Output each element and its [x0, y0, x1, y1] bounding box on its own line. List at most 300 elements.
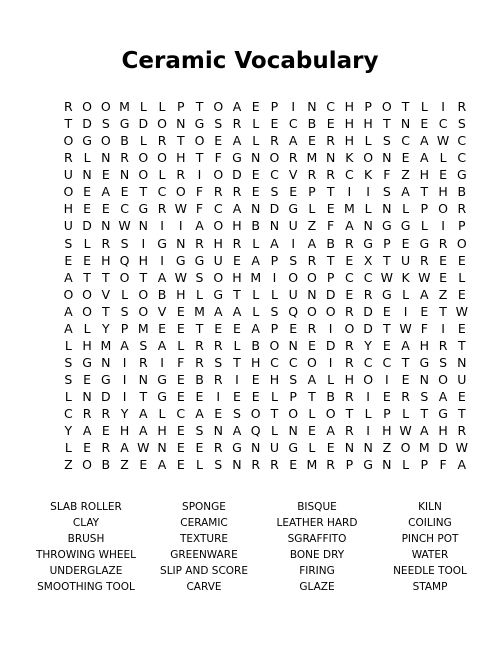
grid-letter: G	[194, 116, 205, 132]
grid-letter: E	[289, 320, 298, 336]
grid-letter: D	[363, 303, 373, 319]
grid-letter: T	[233, 354, 241, 370]
grid-letter: E	[120, 184, 129, 200]
grid-letter: R	[419, 252, 429, 268]
grid-letter: R	[307, 320, 317, 336]
grid-letter: N	[176, 116, 186, 132]
grid-letter: T	[420, 406, 429, 422]
grid-letter: T	[401, 99, 410, 114]
grid-letter: I	[235, 372, 239, 387]
grid-letter: O	[157, 150, 167, 166]
grid-letter: D	[363, 320, 373, 336]
grid-letter: H	[438, 184, 448, 200]
grid-letter: T	[420, 184, 429, 200]
grid-letter: O	[325, 303, 336, 319]
grid-letter: G	[232, 440, 242, 456]
grid-letter: R	[401, 389, 410, 405]
grid-letter: S	[195, 269, 204, 285]
grid-letter: U	[288, 286, 298, 302]
grid-letter: O	[213, 269, 224, 285]
grid-letter: E	[214, 406, 223, 422]
grid-letter: R	[157, 201, 167, 217]
grid-letter: S	[64, 354, 73, 370]
grid-letter: O	[213, 99, 224, 114]
word-list-item: SMOOTHING TOOL	[37, 581, 135, 593]
grid-letter: S	[382, 133, 391, 149]
grid-letter: T	[102, 303, 110, 319]
grid-letter: N	[176, 235, 186, 251]
grid-letter: T	[383, 116, 391, 132]
grid-letter: M	[194, 303, 205, 319]
grid-letter: O	[344, 320, 355, 336]
word-list-item: PINCH POT	[401, 533, 459, 545]
grid-letter: A	[120, 440, 129, 456]
grid-letter: N	[101, 150, 111, 166]
grid-letter: F	[214, 150, 222, 166]
grid-letter: E	[101, 167, 110, 183]
grid-letter: B	[251, 218, 260, 234]
grid-letter: L	[308, 406, 316, 422]
grid-letter: C	[120, 201, 129, 217]
grid-letter: R	[270, 457, 279, 473]
grid-letter: O	[119, 269, 130, 285]
grid-letter: N	[288, 337, 298, 353]
grid-row	[59, 115, 471, 132]
grid-letter: E	[270, 116, 279, 132]
grid-letter: G	[194, 252, 205, 268]
grid-letter: L	[308, 201, 316, 217]
grid-letter: S	[270, 184, 279, 200]
grid-letter: V	[157, 303, 167, 319]
grid-letter: S	[101, 116, 110, 132]
grid-letter: E	[401, 235, 410, 251]
word-list-item: BONE DRY	[289, 549, 345, 561]
grid-letter: H	[382, 423, 392, 439]
grid-letter: O	[138, 167, 149, 183]
grid-letter: D	[138, 116, 149, 132]
grid-letter: N	[82, 167, 92, 183]
grid-letter: P	[383, 406, 391, 422]
grid-letter: E	[251, 184, 260, 200]
grid-letter: Z	[307, 218, 317, 234]
grid-letter: S	[195, 423, 204, 439]
grid-letter: R	[82, 406, 92, 422]
word-list-item: FIRING	[299, 565, 335, 577]
grid-letter: E	[345, 252, 354, 268]
grid-letter: A	[213, 303, 223, 319]
grid-letter: E	[176, 457, 185, 473]
grid-row	[59, 252, 471, 269]
grid-letter: S	[214, 116, 223, 132]
grid-letter: Y	[64, 423, 73, 439]
grid-letter: R	[213, 184, 223, 200]
grid-letter: L	[270, 286, 278, 302]
grid-letter: R	[326, 133, 335, 149]
grid-letter: F	[327, 218, 335, 234]
grid-letter: Y	[364, 337, 372, 353]
grid-letter: W	[380, 269, 394, 285]
grid-letter: P	[308, 184, 316, 200]
grid-letter: I	[197, 167, 202, 183]
grid-letter: O	[438, 372, 448, 387]
grid-letter: O	[269, 150, 280, 166]
word-list-item: CARVE	[186, 581, 222, 593]
grid-letter: R	[176, 167, 186, 183]
grid-letter: I	[291, 235, 296, 251]
grid-letter: W	[436, 133, 450, 149]
grid-letter: Z	[438, 286, 448, 302]
grid-letter: R	[251, 457, 261, 473]
grid-letter: G	[419, 354, 430, 370]
word-list-item: SGRAFFITO	[287, 533, 347, 545]
grid-letter: I	[441, 218, 445, 234]
grid-letter: L	[64, 440, 72, 456]
grid-letter: F	[177, 354, 185, 370]
grid-letter: H	[157, 423, 167, 439]
grid-letter: L	[158, 167, 166, 183]
grid-row	[59, 337, 471, 354]
grid-letter: A	[420, 286, 429, 302]
grid-letter: O	[138, 303, 149, 319]
grid-letter: R	[64, 99, 73, 114]
grid-letter: N	[251, 440, 261, 456]
grid-letter: O	[288, 269, 299, 285]
grid-letter: H	[232, 218, 242, 234]
grid-letter: E	[233, 389, 241, 405]
grid-letter: P	[420, 201, 429, 217]
grid-letter: L	[158, 99, 166, 114]
grid-letter: C	[363, 269, 373, 285]
grid-letter: M	[306, 457, 318, 473]
grid-letter: W	[418, 269, 431, 285]
grid-letter: E	[457, 320, 466, 336]
grid-letter: S	[382, 184, 391, 200]
grid-letter: O	[82, 99, 93, 114]
grid-letter: H	[251, 354, 261, 370]
grid-letter: M	[343, 201, 355, 217]
word-list-item: GREENWARE	[170, 549, 238, 561]
grid-letter: C	[176, 406, 186, 422]
grid-row	[59, 439, 471, 456]
grid-letter: O	[63, 184, 74, 200]
grid-letter: C	[438, 116, 448, 132]
grid-letter: O	[82, 286, 93, 302]
grid-letter: E	[214, 133, 223, 149]
letter-grid	[59, 98, 471, 473]
grid-letter: D	[82, 218, 92, 234]
grid-letter: O	[250, 406, 261, 422]
grid-row	[59, 235, 471, 252]
grid-letter: R	[345, 235, 354, 251]
grid-letter: L	[439, 150, 447, 166]
grid-letter: N	[101, 354, 111, 370]
grid-letter: B	[195, 372, 204, 387]
grid-letter: E	[176, 440, 185, 456]
grid-letter: P	[364, 99, 372, 114]
grid-letter: U	[457, 372, 467, 387]
grid-letter: N	[307, 99, 317, 114]
grid-letter: E	[382, 337, 391, 353]
word-list	[28, 499, 490, 595]
grid-letter: P	[458, 218, 466, 234]
grid-letter: O	[363, 372, 374, 387]
grid-letter: S	[64, 372, 73, 387]
grid-letter: R	[326, 167, 335, 183]
grid-letter: T	[326, 252, 335, 268]
grid-letter: L	[270, 423, 278, 439]
grid-letter: M	[418, 440, 430, 456]
grid-letter: I	[366, 423, 370, 439]
grid-letter: E	[326, 440, 335, 456]
grid-letter: A	[157, 269, 167, 285]
grid-letter: N	[325, 150, 336, 166]
grid-letter: S	[233, 406, 241, 422]
grid-letter: P	[120, 320, 129, 336]
grid-letter: I	[385, 372, 389, 387]
grid-letter: H	[344, 372, 355, 387]
grid-letter: H	[63, 201, 74, 217]
grid-letter: G	[157, 389, 167, 405]
grid-row	[59, 388, 471, 405]
grid-letter: U	[288, 218, 298, 234]
grid-letter: E	[326, 201, 335, 217]
grid-letter: E	[345, 286, 354, 302]
grid-letter: O	[138, 150, 149, 166]
grid-row	[59, 200, 471, 217]
grid-letter: N	[400, 116, 411, 132]
grid-letter: G	[157, 235, 167, 251]
grid-letter: G	[419, 235, 430, 251]
grid-letter: H	[176, 286, 186, 302]
grid-letter: W	[399, 320, 412, 336]
grid-letter: F	[195, 184, 204, 200]
grid-letter: S	[214, 457, 223, 473]
grid-letter: I	[291, 99, 296, 114]
grid-letter: T	[195, 320, 204, 336]
grid-letter: N	[269, 218, 280, 234]
grid-letter: E	[420, 303, 429, 319]
grid-letter: E	[382, 389, 391, 405]
grid-letter: M	[250, 269, 262, 285]
grid-letter: E	[307, 133, 316, 149]
grid-letter: R	[232, 235, 242, 251]
grid-letter: R	[345, 354, 354, 370]
grid-letter: R	[457, 201, 467, 217]
grid-letter: O	[100, 133, 111, 149]
grid-letter: I	[272, 269, 277, 285]
grid-letter: M	[100, 337, 112, 353]
grid-letter: P	[420, 457, 429, 473]
grid-letter: R	[157, 133, 167, 149]
grid-letter: C	[326, 99, 336, 114]
grid-letter: V	[101, 286, 111, 302]
grid-letter: F	[420, 320, 428, 336]
grid-letter: G	[382, 286, 392, 302]
grid-letter: E	[83, 201, 92, 217]
grid-letter: N	[101, 218, 111, 234]
grid-letter: N	[157, 440, 167, 456]
grid-letter: R	[195, 235, 204, 251]
grid-letter: L	[177, 337, 185, 353]
grid-row	[59, 166, 471, 183]
grid-letter: H	[344, 99, 355, 114]
grid-letter: G	[82, 354, 92, 370]
word-list-item: BRUSH	[67, 533, 105, 545]
grid-letter: P	[326, 269, 335, 285]
grid-letter: H	[82, 337, 92, 353]
grid-letter: M	[306, 150, 318, 166]
grid-letter: O	[381, 99, 392, 114]
grid-letter: E	[251, 99, 260, 114]
grid-letter: E	[289, 184, 298, 200]
grid-letter: O	[82, 303, 93, 319]
grid-letter: G	[100, 372, 111, 387]
word-list-item: COILING	[408, 517, 452, 529]
grid-letter: Z	[382, 440, 392, 456]
grid-letter: N	[232, 457, 242, 473]
grid-letter: L	[364, 201, 372, 217]
grid-letter: R	[288, 150, 298, 166]
grid-letter: E	[176, 320, 185, 336]
grid-letter: A	[139, 406, 148, 422]
grid-letter: E	[195, 440, 204, 456]
grid-letter: R	[457, 99, 467, 114]
grid-letter: G	[363, 457, 373, 473]
grid-letter: F	[383, 167, 391, 183]
grid-letter: A	[401, 337, 410, 353]
grid-letter: L	[364, 406, 372, 422]
grid-letter: A	[420, 423, 429, 439]
grid-letter: E	[326, 116, 335, 132]
grid-letter: H	[419, 167, 430, 183]
grid-letter: E	[401, 372, 410, 387]
grid-letter: E	[101, 423, 110, 439]
grid-row	[59, 217, 471, 234]
grid-letter: H	[176, 150, 186, 166]
grid-letter: R	[213, 372, 223, 387]
grid-letter: A	[420, 150, 429, 166]
grid-letter: H	[119, 423, 130, 439]
grid-letter: I	[178, 218, 183, 234]
grid-letter: P	[270, 252, 279, 268]
grid-letter: G	[157, 372, 167, 387]
grid-letter: A	[157, 457, 167, 473]
grid-letter: L	[402, 201, 410, 217]
grid-letter: O	[63, 286, 74, 302]
grid-letter: D	[101, 389, 111, 405]
grid-letter: S	[289, 252, 298, 268]
grid-letter: O	[306, 269, 317, 285]
grid-letter: O	[213, 167, 224, 183]
grid-letter: O	[306, 354, 317, 370]
grid-letter: N	[288, 423, 298, 439]
grid-letter: E	[176, 389, 185, 405]
grid-letter: L	[402, 406, 410, 422]
grid-letter: D	[325, 286, 336, 302]
grid-letter: E	[139, 457, 148, 473]
grid-letter: A	[307, 372, 317, 387]
grid-letter: E	[289, 457, 298, 473]
grid-letter: L	[420, 218, 428, 234]
grid-letter: O	[269, 337, 280, 353]
grid-letter: O	[456, 235, 467, 251]
grid-letter: T	[308, 389, 316, 405]
grid-letter: H	[344, 116, 355, 132]
grid-letter: T	[270, 406, 279, 422]
grid-letter: E	[233, 252, 241, 268]
grid-letter: A	[457, 457, 467, 473]
grid-letter: U	[269, 440, 280, 456]
grid-letter: R	[345, 389, 354, 405]
grid-letter: E	[420, 116, 429, 132]
grid-letter: L	[252, 116, 260, 132]
grid-letter: R	[345, 337, 354, 353]
grid-letter: E	[439, 167, 447, 183]
grid-letter: T	[383, 252, 391, 268]
grid-letter: E	[101, 201, 110, 217]
grid-letter: L	[64, 337, 72, 353]
grid-letter: C	[288, 116, 298, 132]
grid-letter: R	[213, 440, 223, 456]
grid-letter: T	[176, 133, 185, 149]
grid-letter: I	[441, 320, 445, 336]
grid-letter: H	[269, 372, 280, 387]
grid-letter: N	[138, 372, 148, 387]
grid-letter: H	[232, 269, 242, 285]
grid-letter: H	[213, 235, 223, 251]
grid-letter: E	[382, 303, 391, 319]
grid-letter: K	[401, 269, 410, 285]
grid-letter: R	[138, 354, 148, 370]
grid-letter: C	[382, 354, 392, 370]
grid-letter: R	[307, 167, 317, 183]
grid-letter: H	[138, 252, 148, 268]
grid-letter: B	[326, 235, 335, 251]
grid-letter: R	[195, 354, 204, 370]
grid-letter: R	[64, 150, 73, 166]
grid-letter: N	[363, 440, 373, 456]
grid-letter: A	[251, 252, 260, 268]
grid-letter: C	[270, 167, 279, 183]
grid-letter: Q	[119, 252, 130, 268]
grid-letter: P	[383, 235, 391, 251]
grid-letter: P	[177, 99, 185, 114]
grid-letter: T	[457, 406, 466, 422]
grid-letter: C	[213, 201, 223, 217]
grid-letter: I	[366, 389, 370, 405]
grid-letter: A	[232, 99, 242, 114]
grid-letter: E	[439, 252, 447, 268]
grid-letter: T	[64, 116, 73, 132]
grid-letter: C	[457, 150, 467, 166]
grid-letter: Q	[250, 423, 261, 439]
grid-letter: R	[345, 303, 354, 319]
grid-letter: S	[120, 235, 129, 251]
grid-letter: A	[401, 184, 410, 200]
grid-letter: A	[64, 303, 73, 319]
grid-letter: E	[176, 303, 185, 319]
word-list-item: UNDERGLAZE	[49, 565, 123, 577]
grid-letter: L	[458, 269, 466, 285]
grid-letter: E	[83, 372, 92, 387]
grid-letter: A	[195, 218, 204, 234]
grid-letter: O	[175, 184, 186, 200]
grid-letter: R	[101, 440, 111, 456]
grid-letter: T	[83, 269, 91, 285]
grid-letter: A	[307, 235, 317, 251]
grid-row	[59, 269, 471, 286]
grid-letter: K	[364, 167, 373, 183]
